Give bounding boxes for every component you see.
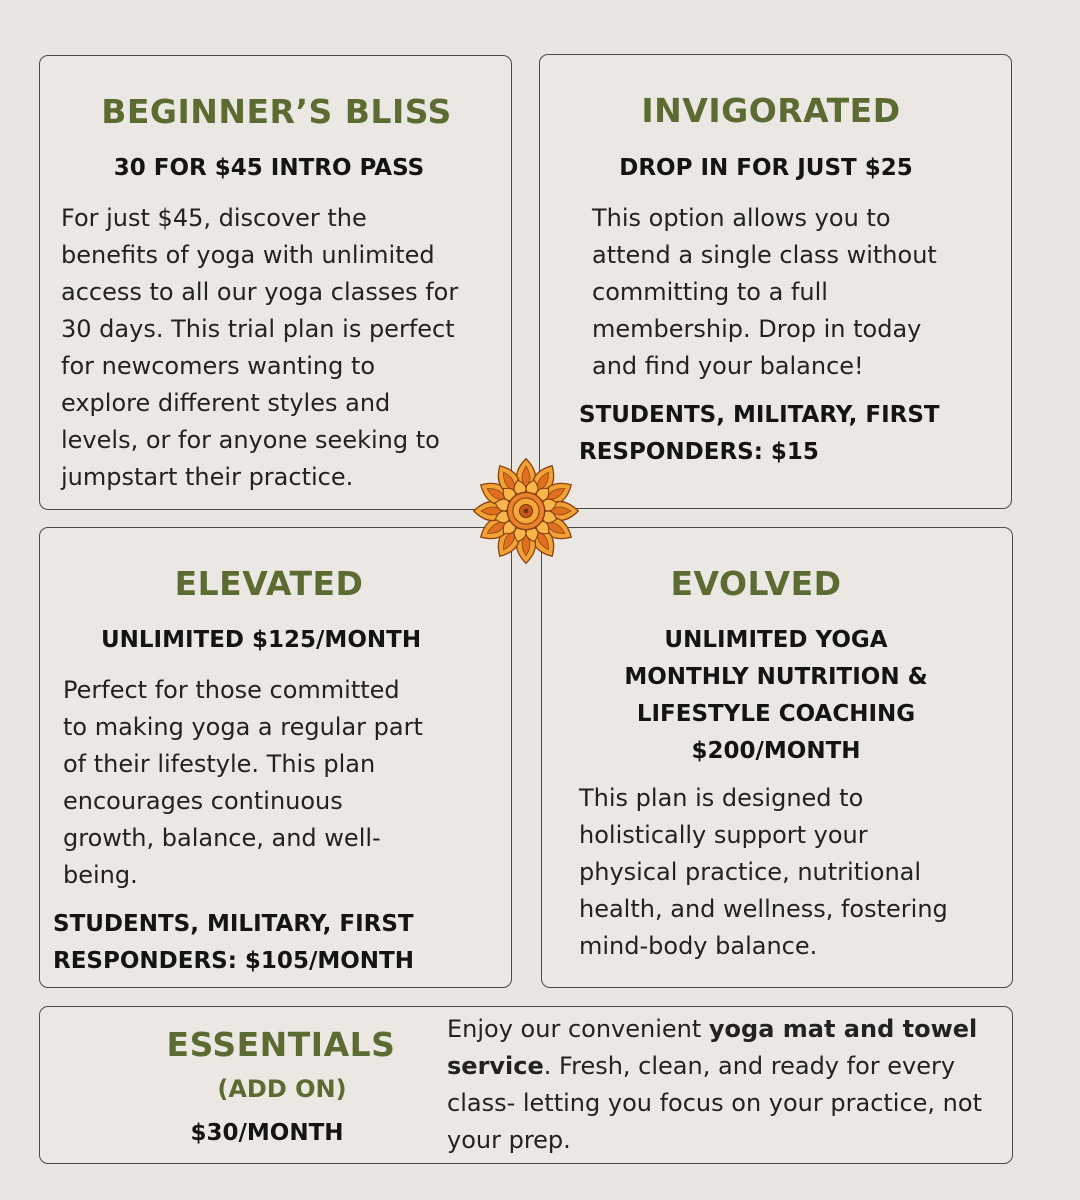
plan-subtitle: UNLIMITED $125/MONTH — [100, 627, 422, 653]
subtitle-line: $200/MONTH — [691, 738, 861, 764]
discount-line: RESPONDERS: $105/MONTH — [53, 948, 414, 974]
subtitle-line: LIFESTYLE COACHING — [636, 701, 916, 727]
discount-note — [53, 906, 414, 980]
plan-card-evolved — [541, 527, 1013, 988]
discount-note — [579, 397, 940, 471]
plan-title: EVOLVED — [670, 564, 842, 603]
description-line: to making yoga a regular part — [63, 713, 423, 741]
addon-text-intro: Enjoy our convenient — [447, 1015, 709, 1043]
description-line: of their lifestyle. This plan — [63, 750, 376, 778]
plan-card-elevated — [39, 527, 512, 988]
description-line: being. — [63, 861, 138, 889]
description-line: holistically support your — [579, 821, 868, 849]
addon-card-essentials — [39, 1006, 1013, 1164]
description-line: for newcomers wanting to — [61, 352, 376, 380]
description-line: explore different styles and — [61, 389, 391, 417]
subtitle-line: UNLIMITED YOGA — [664, 627, 888, 653]
plan-description — [592, 200, 937, 385]
plan-title: INVIGORATED — [641, 91, 901, 130]
mandala-dot — [524, 509, 529, 514]
addon-price: $30/MONTH — [190, 1120, 344, 1146]
plan-card-invigorated — [539, 54, 1012, 509]
plan-description — [579, 780, 948, 965]
plan-card-beginners-bliss — [39, 55, 512, 510]
discount-line: STUDENTS, MILITARY, FIRST — [579, 402, 940, 428]
addon-text-rest: . Fresh, clean, and ready for every class- letting you focus on your practice, not your prep. — [447, 1052, 982, 1154]
description-line: This option allows you to — [592, 204, 891, 232]
description-line: encourages continuous — [63, 787, 343, 815]
addon-text-highlight: yoga mat and towel service — [447, 1015, 978, 1080]
description-line: Perfect for those committed — [63, 676, 400, 704]
description-line: 30 days. This trial plan is perfect — [61, 315, 455, 343]
description-line: and find your balance! — [592, 352, 864, 380]
description-line: For just $45, discover the — [61, 204, 367, 232]
description-line: attend a single class without — [592, 241, 937, 269]
plan-title: ELEVATED — [174, 564, 364, 603]
description-line: health, and wellness, fostering — [579, 895, 948, 923]
plan-title: BEGINNER’S BLISS — [101, 92, 452, 131]
plan-subtitle — [542, 622, 1010, 770]
discount-line: STUDENTS, MILITARY, FIRST — [53, 911, 414, 937]
subtitle-line: MONTHLY NUTRITION & — [624, 664, 928, 690]
description-line: growth, balance, and well- — [63, 824, 381, 852]
discount-line: RESPONDERS: $15 — [579, 439, 819, 465]
plan-subtitle: 30 FOR $45 INTRO PASS — [113, 155, 425, 181]
description-line: membership. Drop in today — [592, 315, 922, 343]
plan-subtitle: DROP IN FOR JUST $25 — [619, 155, 913, 181]
addon-title: ESSENTIALS — [166, 1025, 396, 1064]
description-line: jumpstart their practice. — [61, 463, 354, 491]
addon-description — [447, 1011, 1007, 1159]
addon-label: (ADD ON) — [217, 1075, 347, 1103]
description-line: levels, or for anyone seeking to — [61, 426, 440, 454]
plan-description — [63, 672, 423, 894]
description-line: committing to a full — [592, 278, 828, 306]
mandala-icon — [470, 455, 582, 567]
description-line: mind-body balance. — [579, 932, 818, 960]
description-line: physical practice, nutritional — [579, 858, 922, 886]
description-line: This plan is designed to — [579, 784, 864, 812]
description-line: access to all our yoga classes for — [61, 278, 459, 306]
plan-description — [61, 200, 458, 496]
description-line: benefits of yoga with unlimited — [61, 241, 435, 269]
